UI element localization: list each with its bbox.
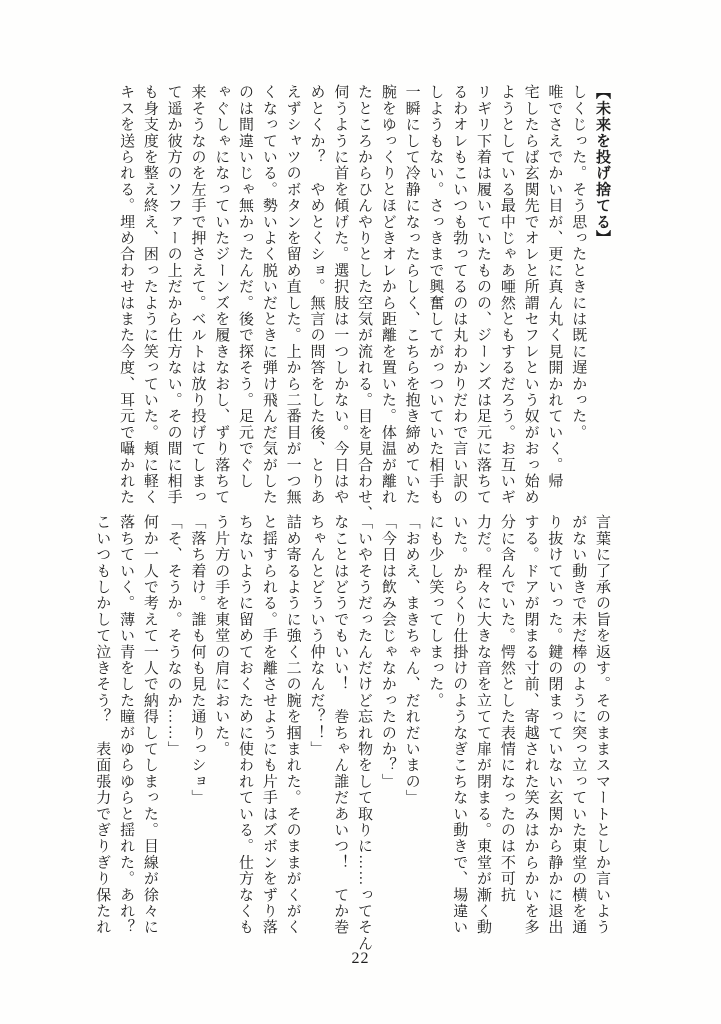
text-block-lower: [89, 514, 613, 951]
text-column: たところからひんやりとした空気が流れる。目を見合わせ、: [356, 84, 373, 522]
text-column: くなっている。勢いよく脱いだときに弾け飛んだ気がした: [260, 84, 277, 506]
text-column: 来そうなのを左手で押さえて。ベルトは放り投げてしまっ: [189, 84, 206, 506]
text-column: 「おめえ、まきちゃん、だれだいまの」: [403, 514, 420, 806]
text-column: 「落ち着け。誰も何も見た通りっショ」: [189, 514, 206, 806]
text-column: キスを送られる。埋め合わせはまた今度、耳元で囁かれた: [118, 84, 135, 506]
text-column: 唯でさえでかい目が、更に真ん丸く見開かれていく。帰: [546, 84, 563, 489]
text-column: 詰め寄るように強く二の腕を掴まれた。そのままがくがく: [284, 514, 301, 936]
text-column: する。ドアが閉まる寸前、寄越された笑みはからかいを多: [522, 514, 539, 936]
text-column: 宅したらば玄関先でオレと所謂セフレという奴がおっ始め: [522, 84, 539, 506]
text-column: がない動きで未だ棒のように突っ立っていた東堂の横を通: [570, 514, 587, 936]
text-column: 力だ。程々に大きな音を立てて扉が閉まる。東堂が漸く動: [475, 514, 492, 936]
text-column: えずシャツのボタンを留め直した。上から二番目が一つ無: [284, 84, 301, 506]
section-heading: 【未来を投げ捨てる】: [594, 84, 610, 246]
page-number: 22: [351, 950, 370, 967]
text-column: こいつもしかして泣きそう？ 表面張力でぎりぎり保たれ: [94, 514, 111, 936]
text-column: う片方の手を東堂の肩においた。: [213, 514, 230, 757]
text-column: いた。からくり仕掛けのようなぎこちない動きで、場違い: [451, 514, 468, 936]
text-column: 何か一人で考えて一人で納得してしまった。目線が徐々に: [141, 514, 158, 936]
text-column: にも少し笑ってしまった。: [427, 514, 444, 709]
text-column: のは間違いじゃ無かったんだ。後で探そう。足元でぐし: [237, 84, 254, 489]
text-column: 一瞬にして冷静になったらしく、こちらを抱き締めていた: [403, 84, 420, 506]
text-column: ちゃんとどういう仲なんだ？！」: [308, 514, 325, 757]
text-column: ちないように留めておくために使われている。仕方なくも: [237, 514, 254, 936]
text-column: 落ちていく。薄い青をした瞳がゆらゆらと揺れた。あれ？: [118, 514, 135, 936]
text-column: しくじった。そう思ったときには既に遅かった。: [570, 84, 587, 441]
text-column: 腕をゆっくりとほどきオレから距離を置いた。体温が離れ: [379, 84, 396, 506]
text-column: 「いやそうだったんだけど忘れ物をして取りに……ってそん: [356, 514, 373, 952]
text-column: も身支度を整え終え、困ったように笑っていた。頬に軽く: [141, 84, 158, 506]
text-column: ようとしている最中じゃあ唖然ともするだろう。お互いギ: [498, 84, 515, 506]
text-column: しようもない。さっきまで興奮してがっついていた相手も: [427, 84, 444, 506]
text-column: リギリ下着は履いていたものの、ジーンズは足元に落ちて: [475, 84, 492, 506]
text-column: めとくか？ やめとくショ。無言の問答をした後、とりあ: [308, 84, 325, 506]
text-column: 「今日は飲み会じゃなかったのか？」: [379, 514, 396, 790]
text-column: 分に含んでいた。愕然とした表情になったのは不可抗: [498, 514, 515, 903]
text-column: り抜けていった。鍵の閉まっていない玄関から静かに退出: [546, 514, 563, 936]
text-column: て遥か彼方のソファーの上だから仕方ない。その間に相手: [165, 84, 182, 506]
text-column: なことはどうでもいい！ 巻ちゃん誰だあいつ！ てか巻: [332, 514, 349, 936]
text-column: ゃぐしゃになっていたジーンズを履きなおし、ずり落ちて: [213, 84, 230, 506]
text-column: 「そ、そうか。そうなのか……」: [165, 514, 182, 757]
text-column: るわオレもこいつも勃ってるのは丸わかりだわで言い訳の: [451, 84, 468, 506]
text-column: 伺うように首を傾げた。選択肢は一つしかない。今日はや: [332, 84, 349, 506]
text-column: と揺すられる。手を離させようにも片手はズボンをずり落: [260, 514, 277, 936]
text-block-upper: [113, 84, 613, 521]
text-column: 言葉に了承の旨を返す。そのままスマートとしか言いよう: [594, 514, 610, 936]
